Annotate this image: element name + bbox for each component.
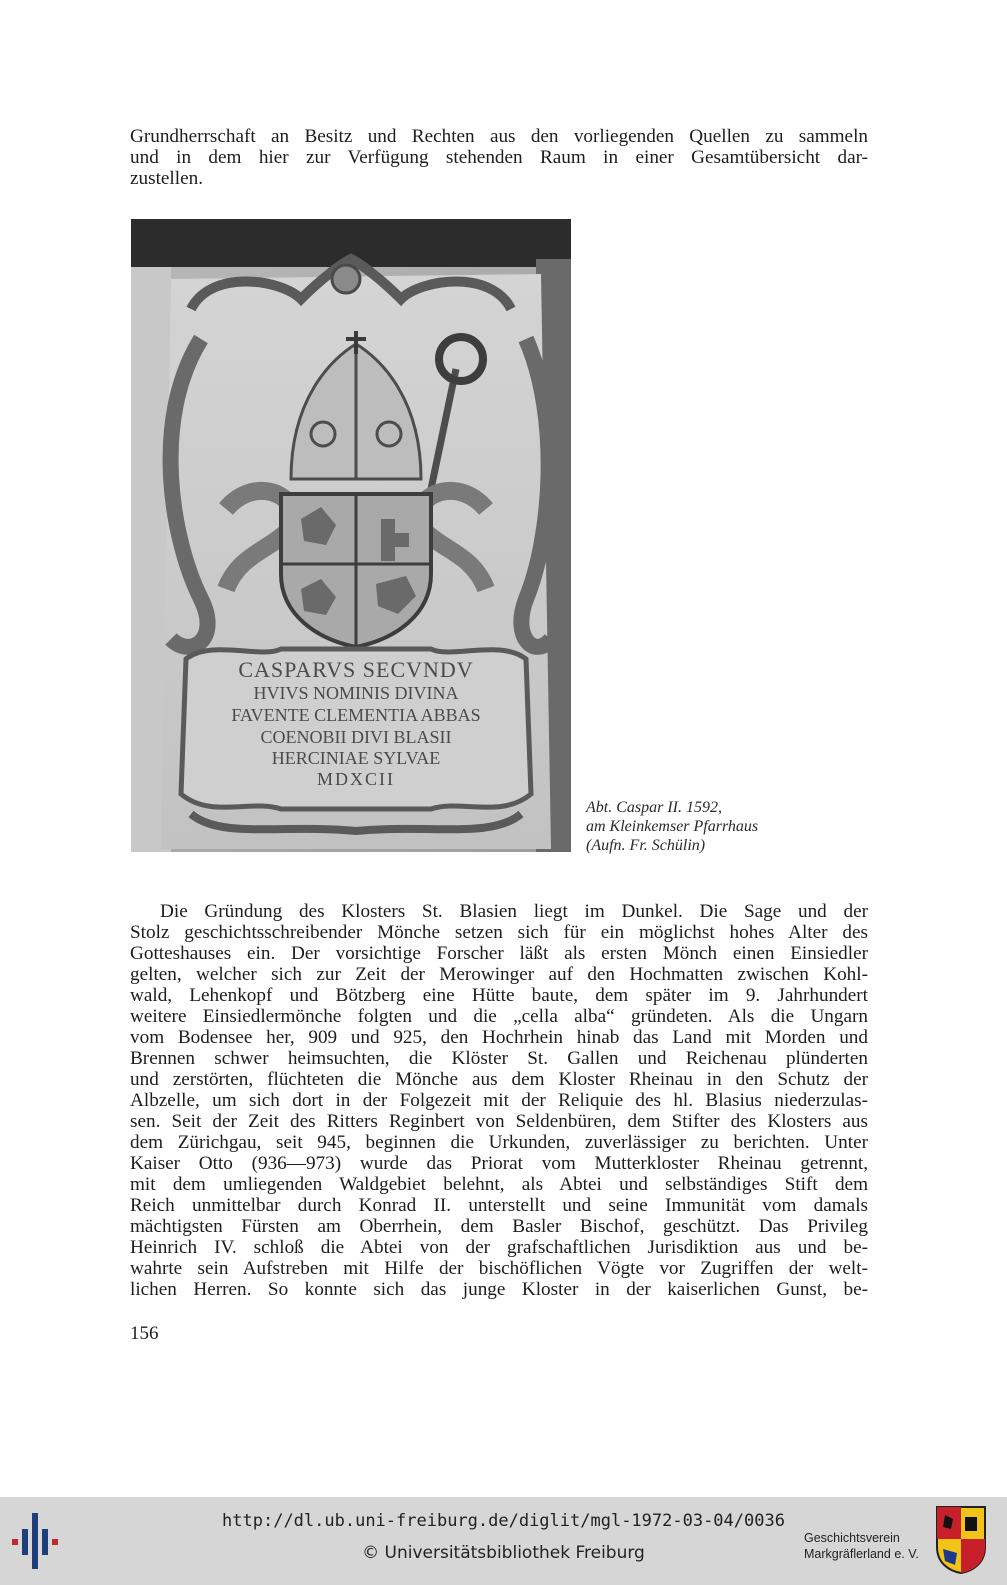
text-line: Reich unmittelbar durch Konrad II. unterstellt und seine Immunität vom damals xyxy=(130,1195,868,1216)
text-line: weitere Einsiedlermönche folgten und die „cella alba“ gründeten. Als die Ungarn xyxy=(130,1006,868,1027)
inscription-line: MDXCII xyxy=(317,769,395,789)
caption-line: (Aufn. Fr. Schülin) xyxy=(586,837,706,854)
caption-line: Abt. Caspar II. 1592, xyxy=(586,799,722,816)
text-line: dem Zürichgau, seit 945, beginnen die Urkunden, zuverlässiger zu berichten. Unter xyxy=(130,1132,868,1153)
text-line: mächtigsten Fürsten am Oberrhein, dem Basler Bischof, geschützt. Das Privileg xyxy=(130,1216,868,1237)
text-line: Albzelle, um sich dort in der Folgezeit mit der Reliquie des hl. Blasius niederzulas- xyxy=(130,1090,868,1111)
text-line: und zerstörten, flüchteten die Mönche aus dem Kloster Rheinau in den Schutz der xyxy=(130,1069,868,1090)
inscription-line: HVIVS NOMINIS DIVINA xyxy=(253,683,459,703)
copyright-text: © Universitätsbibliothek Freiburg xyxy=(362,1543,645,1563)
text-line: Brennen schwer heimsuchten, die Klöster St. Gallen und Reichenau plünderten xyxy=(130,1048,868,1069)
text-line: gelten, welcher sich zur Zeit der Merowinger auf den Hochmatten zwischen Kohl- xyxy=(130,964,868,985)
text-line: Die Gründung des Klosters St. Blasien liegt im Dunkel. Die Sage und der xyxy=(160,901,868,922)
text-line: lichen Herren. So konnte sich das junge Kloster in der kaiserlichen Gunst, be- xyxy=(130,1279,868,1300)
figure-caption xyxy=(586,798,846,855)
text-line: zustellen. xyxy=(130,168,203,189)
inscription-line: FAVENTE CLEMENTIA ABBAS xyxy=(231,705,481,725)
text-line: Grundherrschaft an Besitz und Rechten aus den vorliegenden Quellen zu sammeln xyxy=(130,126,868,147)
text-line: wahrte sein Aufstreben mit Hilfe der bischöflichen Vögte vor Zugriffen der welt- xyxy=(130,1258,868,1279)
text-line: sen. Seit der Zeit des Ritters Reginbert von Seldenbüren, dem Stifter des Klosters aus xyxy=(130,1111,868,1132)
text-line: Kaiser Otto (936—973) wurde das Priorat vom Mutterkloster Rheinau getrennt, xyxy=(130,1153,868,1174)
text-line: wald, Lehenkopf und Bötzberg eine Hütte baute, dem später im 9. Jahrhundert xyxy=(130,985,868,1006)
text-line: Gotteshauses ein. Der vorsichtige Forscher läßt als ersten Mönch einen Einsiedler xyxy=(130,943,868,964)
text-line: Heinrich IV. schloß die Abtei von der grafschaftlichen Jurisdiktion aus und be- xyxy=(130,1237,868,1258)
page-number: 156 xyxy=(130,1323,159,1344)
organization-name xyxy=(804,1530,929,1562)
org-line: Markgräflerland e. V. xyxy=(804,1547,919,1561)
intro-paragraph xyxy=(130,126,868,189)
body-paragraph xyxy=(130,901,868,1300)
org-line: Geschichtsverein xyxy=(804,1531,900,1545)
coat-of-arms-photo xyxy=(131,219,571,852)
caption-line: am Kleinkemser Pfarrhaus xyxy=(586,818,759,835)
text-line: und in dem hier zur Verfügung stehenden Raum in einer Gesamtübersicht dar- xyxy=(130,147,868,168)
inscription-line: COENOBII DIVI BLASII xyxy=(260,727,452,747)
coat-of-arms-icon[interactable] xyxy=(935,1505,987,1575)
text-line: vom Bodensee her, 909 und 925, den Hochrhein hinab das Land mit Morden und xyxy=(130,1027,868,1048)
footer-bar xyxy=(0,1497,1007,1585)
inscription-line: HERCINIAE SYLVAE xyxy=(271,748,441,768)
source-url-link[interactable]: http://dl.ub.uni-freiburg.de/diglit/mgl-1972-03-04/0036 xyxy=(222,1511,785,1531)
text-line: mit dem umliegenden Waldgebiet belehnt, als Abtei und selbständiges Stift dem xyxy=(130,1174,868,1195)
inscription-line: CASPARVS SECVNDV xyxy=(238,657,474,682)
text-line: Stolz geschichtsschreibender Mönche setzen sich für ein möglichst hohes Alter des xyxy=(130,922,868,943)
